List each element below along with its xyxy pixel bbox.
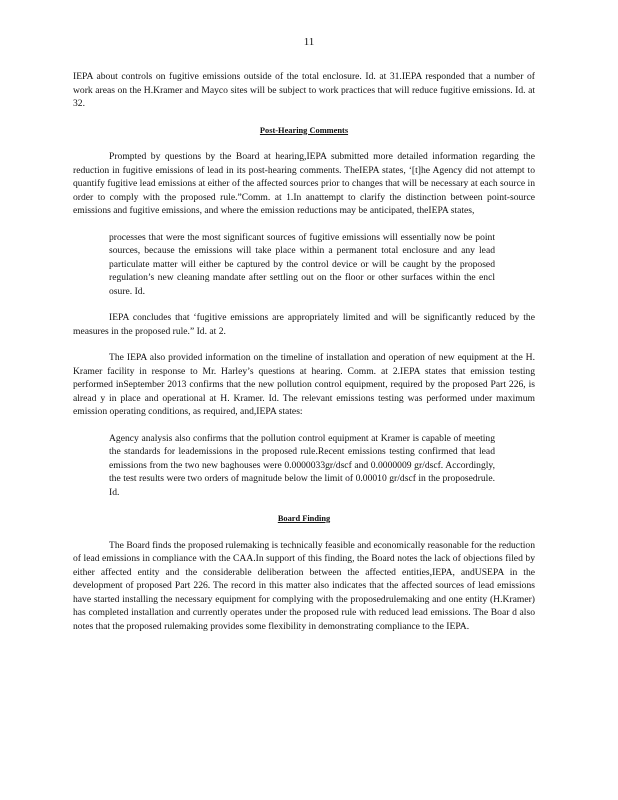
heading-post-hearing-comments: Post-Hearing Comments — [259, 125, 349, 135]
document-body — [73, 70, 535, 646]
block-quote-2: Agency analysis also confirms that the pollution control equipment at Kramer is capable of meeting the standards for leademissions in the proposed rule.Recent emissions testing confirmed that lead emissions from the two new baghouses were 0.0000033gr/dscf and 0.0000009 gr/dscf. Accordingly, the test results were two orders of magnitude below the limit of 0.00010 gr/dscf in the proposedrule. Id. — [109, 432, 495, 498]
paragraph-5: The Board finds the proposed rulemaking is technically feasible and economically reasonable for the reduction of lead emissions in compliance with the CAA.In support of this finding, the Board notes the lack of objections filed by either affected entity and the considerable deliberation between the affected entities,IEPA, andUSEPA in the development of proposed Part 226. The record in this matter also indicates that the affected sources of lead emissions have started installing the necessary equipment for complying with the proposedrulemaking and one entity (H.Kramer) has completed installation and currently operates under the proposed rule with reduced lead emissions. The Boar d also notes that the proposed rulemaking provides some flexibility in demonstrating compliance to the IEPA. — [73, 539, 535, 632]
heading-board-finding: Board Finding — [277, 514, 331, 523]
paragraph-2: Prompted by questions by the Board at hearing,IEPA submitted more detailed information regarding the reduction in fugitive emissions of lead in its post-hearing comments. TheIEPA states, ‘[t]he Agency did not attempt to quantify fugitive lead emissions at either of the affected sources prior to changes that will be necessary at each source in order to comply with the proposed rule.”Comm. at 1.In anattempt to clarify the distinction between point-source emissions and fugitive emissions, and where the emission reductions may be anticipated, theIEPA states, — [73, 151, 535, 216]
paragraph-1: IEPA about controls on fugitive emissions outside of the total enclosure. Id. at 31.IEPA responded that a number of work areas on the H.Kramer and Mayco sites will be subject to work practices that will reduce fugitive emissions. Id. at 32. — [73, 71, 535, 109]
page-number: 11 — [303, 36, 315, 48]
paragraph-3: IEPA concludes that ‘fugitive emissions are appropriately limited and will be significantly reduced by the measures in the proposed rule.” Id. at 2. — [73, 312, 535, 337]
paragraph-4: The IEPA also provided information on the timeline of installation and operation of new equipment at the H. Kramer facility in response to Mr. Harley’s questions at hearing. Comm. at 2.IEPA states that emission testing performed inSeptember 2013 confirms that the new pollution control equipment, required by the proposed Part 226, is alread y in place and operational at H. Kramer. Id. The relevant emissions testing was performed under maximum emission operating conditions, as required, and,IEPA states: — [73, 352, 535, 417]
block-quote-1: processes that were the most significant sources of fugitive emissions will essentially now be point sources, because the emissions will take place within a permanent total enclosure and any lead particulate matter will either be captured by the control device or will be caught by the proposed regulation’s new cleaning mandate after settling out on the floor or other surfaces within the encl osure. Id. — [109, 231, 495, 297]
